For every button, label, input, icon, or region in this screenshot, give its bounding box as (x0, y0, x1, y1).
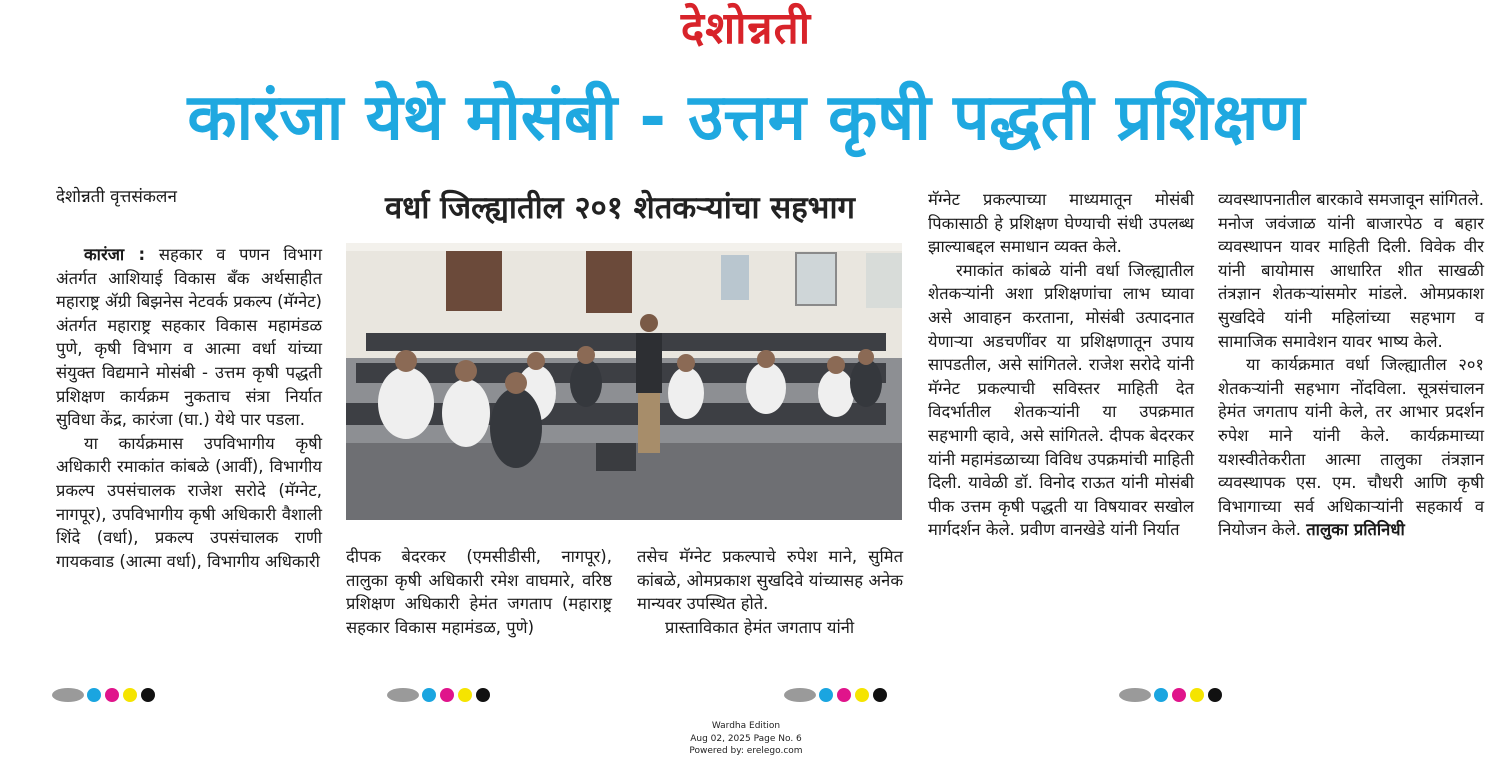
article-column-5 (1218, 188, 1484, 542)
paragraph-2: या कार्यक्रमास उपविभागीय कृषी अधिकारी रमाकांत कांबळे (आर्वी), विभागीय प्रकल्प उपसंचालक राजेश सरोदे (मॅग्नेट, नागपूर), उपविभागीय कृषी अधिकारी वैशाली शिंदे (वर्धा), प्रकल्प उपसंचालक राणी गायकवाड (आत्मा वर्धा), विभागीय अधिकारी (56, 433, 322, 571)
powered-by: Powered by: erelego.com (689, 746, 803, 756)
signoff: तालुका प्रतिनिधी (1306, 520, 1405, 540)
paragraph-5: प्रास्ताविकात हेमंत जगताप यांनी (665, 617, 855, 637)
article-column-1 (56, 243, 322, 573)
article-column-3 (637, 545, 903, 639)
edition-footer (0, 720, 1492, 758)
article-column-4 (928, 188, 1194, 542)
print-registration-mark (780, 687, 898, 703)
training-hall-photo-illustration (346, 243, 902, 520)
article-headline: कारंजा येथे मोसंबी - उत्तम कृषी पद्धती प्रशिक्षण (187, 81, 1305, 155)
edition-name: Wardha Edition (711, 721, 781, 731)
paragraph-7: रमाकांत कांबळे यांनी वर्धा जिल्ह्यातील शेतकऱ्यांनी अशा प्रशिक्षणांचा लाभ घ्यावा असे आवाहन करताना, मोसंबी उत्पादनात येणाऱ्या अडचणींवर या प्रशिक्षणातून उपाय सापडतील, असे सांगितले. राजेश सरोदे यांनी मॅग्नेट प्रकल्पाची सविस्तर माहिती देत विदर्भातील शेतकऱ्यांनी या उपक्रमात सहभागी व्हावे, असे सांगितले. दीपक बेदरकर यांनी महामंडळाच्या विविध उपक्रमांची माहिती दिली. यावेळी डॉ. विनोद राऊत यांनी मोसंबी पीक उत्तम कृषी पद्धती या विषयावर सखोल मार्गदर्शन केले. प्रवीण वानखेडे यांनी निर्यात (928, 260, 1194, 540)
byline: देशोन्नती वृत्तसंकलन (56, 187, 177, 207)
print-registration-mark (1115, 687, 1233, 703)
print-registration-mark (383, 687, 501, 703)
paragraph-6: मॅग्नेट प्रकल्पाच्या माध्यमातून मोसंबी पिकासाठी हे प्रशिक्षण घेण्याची संधी उपलब्ध झाल्याबद्दल समाधान व्यक्त केले. (928, 190, 1194, 257)
paragraph-9: या कार्यक्रमात वर्धा जिल्ह्यातील २०१ शेतकऱ्यांनी सहभाग नोंदविला. सूत्रसंचालन हेमंत जगताप यांनी केले, तर आभार प्रदर्शन रुपेश माने यांनी केले. कार्यक्रमाच्या यशस्वीतेकरीता आत्मा तालुका तंत्रज्ञान व्यवस्थापक एस. एम. चौधरी आणि कृषी विभागाच्या सर्व अधिकाऱ्यांनी सहकार्य व नियोजन केले. तालुका प्रतिनिधी (1218, 355, 1484, 540)
paragraph-3: दीपक बेदरकर (एमसीडीसी, नागपूर), तालुका कृषी अधिकारी रमेश वाघमारे, वरिष्ठ प्रशिक्षण अधिकारी हेमंत जगताप (महाराष्ट्र सहकार विकास महामंडळ, पुणे) (346, 547, 612, 637)
dateline: कारंजा : (84, 245, 146, 264)
event-photo (346, 243, 902, 520)
edition-date-page: Aug 02, 2025 Page No. 6 (690, 733, 802, 744)
article-subheadline: वर्धा जिल्ह्यातील २०१ शेतकऱ्यांचा सहभाग (385, 190, 855, 226)
paragraph-4: तसेच मॅग्नेट प्रकल्पाचे रुपेश माने, सुमित कांबळे, ओमप्रकाश सुखदिवे यांच्यासह अनेक मान्यवर उपस्थित होते. (637, 547, 903, 614)
newspaper-masthead: देशोन्नती (680, 3, 812, 54)
paragraph-8: व्यवस्थापनातील बारकावे समजावून सांगितले. मनोज जवंजाळ यांनी बाजारपेठ व बहार व्यवस्थापन यावर माहिती दिली. विवेक वीर यांनी बायोमास आधारित शीत साखळी तंत्रज्ञान शेतकऱ्यांसमोर मांडले. ओमप्रकाश सुखदिवे यांनी महिलांच्या सहभाग व सामाजिक समावेशन यावर भाष्य केले. (1218, 190, 1484, 351)
article-column-2 (346, 545, 612, 639)
paragraph-1: कारंजा : सहकार व पणन विभाग अंतर्गत आशियाई विकास बँक अर्थसाहीत महाराष्ट्र ॲग्री बिझनेस नेटवर्क प्रकल्प (मॅग्नेट) अंतर्गत महाराष्ट्र सहकार विकास महामंडळ पुणे, कृषी विभाग व आत्मा वर्धा यांच्या संयुक्त विद्यमाने मोसंबी - उत्तम कृषी पद्धती प्रशिक्षण कार्यक्रम नुकताच संत्रा निर्यात सुविधा केंद्र, कारंजा (घा.) येथे पार पडला. (56, 245, 322, 430)
print-registration-mark (48, 687, 166, 703)
